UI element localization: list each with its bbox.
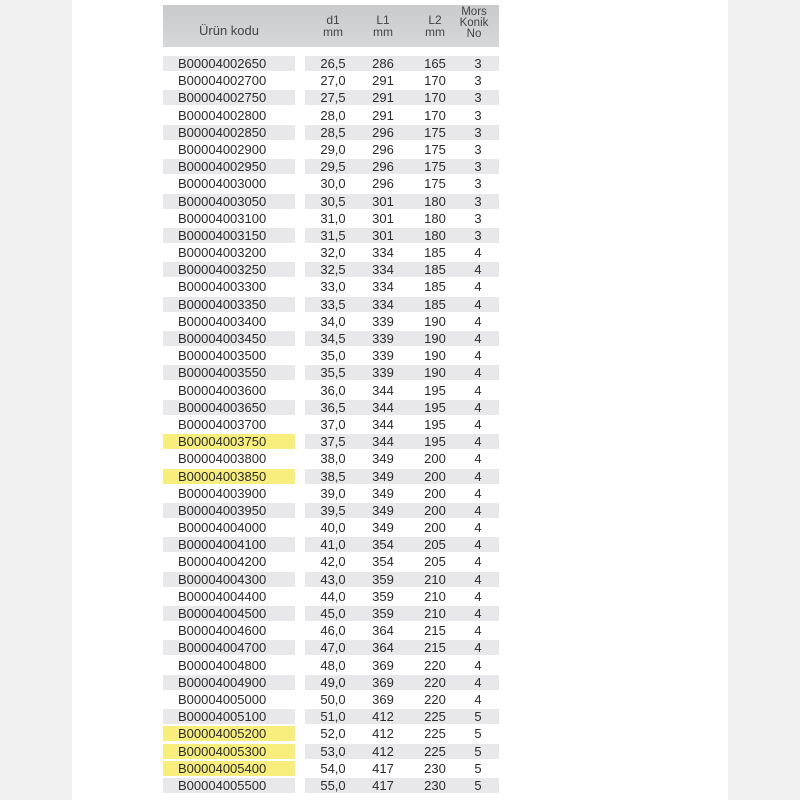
cell-mors: 4 <box>474 520 482 536</box>
cell-mors: 4 <box>474 313 482 329</box>
cell-product-code: B00004003700 <box>163 417 295 432</box>
cell-product-code: B00004003400 <box>163 314 295 329</box>
header-l1-unit: mm <box>373 25 393 39</box>
cell-l2: 210 <box>424 571 446 587</box>
cell-mors: 4 <box>474 279 482 295</box>
cell-d1: 32,5 <box>320 262 346 278</box>
cell-product-code: B00004005200 <box>163 726 295 741</box>
table-row <box>163 589 499 606</box>
cell-l1: 301 <box>372 210 394 226</box>
cell-d1: 55,0 <box>320 777 346 793</box>
cell-l2: 200 <box>424 502 446 518</box>
cell-l1: 291 <box>372 73 394 89</box>
cell-l2: 185 <box>424 279 446 295</box>
cell-d1: 28,5 <box>320 124 346 140</box>
table-row <box>163 572 499 589</box>
header-mors-line1: Mors <box>461 6 487 18</box>
cell-l2: 230 <box>424 777 446 793</box>
cell-mors: 5 <box>474 743 482 759</box>
cell-l1: 334 <box>372 245 394 261</box>
cell-l1: 349 <box>372 502 394 518</box>
table-row <box>163 108 499 125</box>
cell-mors: 3 <box>474 141 482 157</box>
cell-mors: 3 <box>474 56 482 71</box>
table-row <box>163 469 499 486</box>
product-table <box>163 5 499 793</box>
cell-d1: 36,5 <box>320 399 346 415</box>
cell-l1: 334 <box>372 279 394 295</box>
table-row <box>163 56 499 73</box>
cell-mors: 4 <box>474 640 482 656</box>
cell-product-code: B00004005100 <box>163 709 295 724</box>
cell-product-code: B00004002650 <box>163 56 295 71</box>
cell-l1: 339 <box>372 348 394 364</box>
cell-mors: 4 <box>474 691 482 707</box>
cell-l2: 210 <box>424 606 446 621</box>
header-d1 <box>313 14 353 38</box>
cell-d1: 34,0 <box>320 313 346 329</box>
cell-d1: 49,0 <box>320 674 346 690</box>
cell-d1: 31,0 <box>320 210 346 226</box>
cell-product-code: B00004004800 <box>163 658 295 673</box>
table-row <box>163 486 499 503</box>
cell-l2: 220 <box>424 657 446 673</box>
table-row <box>163 606 499 623</box>
cell-l1: 349 <box>372 451 394 467</box>
table-row <box>163 331 499 348</box>
cell-mors: 4 <box>474 674 482 690</box>
cell-l2: 190 <box>424 348 446 364</box>
header-l2-unit: mm <box>425 25 445 39</box>
cell-product-code: B00004003150 <box>163 228 295 243</box>
header-l1-label: L1 <box>376 13 390 27</box>
cell-d1: 37,5 <box>320 434 346 450</box>
cell-l1: 412 <box>372 726 394 742</box>
cell-l2: 215 <box>424 623 446 639</box>
table-row <box>163 228 499 245</box>
cell-product-code: B00004004100 <box>163 537 295 552</box>
cell-product-code: B00004004700 <box>163 640 295 655</box>
cell-d1: 29,5 <box>320 159 346 175</box>
header-d1-label: d1 <box>326 13 340 27</box>
cell-product-code: B00004005400 <box>163 761 295 776</box>
cell-l1: 359 <box>372 571 394 587</box>
cell-l2: 195 <box>424 399 446 415</box>
cell-d1: 41,0 <box>320 537 346 553</box>
cell-l1: 339 <box>372 313 394 329</box>
table-row <box>163 658 499 675</box>
cell-l2: 205 <box>424 537 446 553</box>
cell-l2: 175 <box>424 159 446 175</box>
header-d1-unit: mm <box>323 25 343 39</box>
cell-mors: 4 <box>474 416 482 432</box>
table-row <box>163 383 499 400</box>
table-row <box>163 365 499 382</box>
table-row <box>163 159 499 176</box>
cell-l2: 190 <box>424 313 446 329</box>
cell-d1: 29,0 <box>320 141 346 157</box>
cell-d1: 37,0 <box>320 416 346 432</box>
cell-mors: 3 <box>474 107 482 123</box>
table-row <box>163 90 499 107</box>
header-mors-line2: Konik <box>459 17 489 29</box>
table-row <box>163 537 499 554</box>
cell-l2: 200 <box>424 451 446 467</box>
cell-l2: 225 <box>424 743 446 759</box>
cell-mors: 4 <box>474 451 482 467</box>
cell-l2: 195 <box>424 382 446 398</box>
cell-mors: 5 <box>474 726 482 742</box>
cell-l2: 225 <box>424 709 446 725</box>
cell-l1: 344 <box>372 416 394 432</box>
cell-l2: 175 <box>424 141 446 157</box>
table-row <box>163 142 499 159</box>
cell-l1: 301 <box>372 193 394 209</box>
cell-l2: 200 <box>424 520 446 536</box>
table-row <box>163 279 499 296</box>
cell-d1: 43,0 <box>320 571 346 587</box>
cell-l2: 170 <box>424 90 446 106</box>
cell-d1: 30,0 <box>320 176 346 192</box>
cell-l2: 225 <box>424 726 446 742</box>
cell-mors: 4 <box>474 606 482 621</box>
cell-mors: 3 <box>474 227 482 243</box>
cell-l1: 369 <box>372 657 394 673</box>
cell-d1: 39,0 <box>320 485 346 501</box>
cell-mors: 4 <box>474 382 482 398</box>
table-body <box>163 56 499 795</box>
cell-mors: 3 <box>474 176 482 192</box>
cell-l1: 339 <box>372 331 394 346</box>
cell-l1: 359 <box>372 588 394 604</box>
table-row <box>163 262 499 279</box>
cell-mors: 4 <box>474 588 482 604</box>
cell-d1: 33,0 <box>320 279 346 295</box>
cell-d1: 34,5 <box>320 331 346 346</box>
cell-l2: 185 <box>424 245 446 261</box>
cell-l1: 364 <box>372 623 394 639</box>
cell-l2: 220 <box>424 674 446 690</box>
header-mors-line3: No <box>466 28 482 40</box>
cell-l1: 339 <box>372 365 394 381</box>
cell-l1: 369 <box>372 691 394 707</box>
table-row <box>163 709 499 726</box>
cell-mors: 4 <box>474 331 482 346</box>
cell-mors: 3 <box>474 73 482 89</box>
cell-mors: 4 <box>474 399 482 415</box>
cell-product-code: B00004003100 <box>163 211 295 226</box>
cell-l1: 412 <box>372 743 394 759</box>
table-row <box>163 211 499 228</box>
cell-d1: 30,5 <box>320 193 346 209</box>
cell-product-code: B00004003300 <box>163 279 295 294</box>
cell-d1: 40,0 <box>320 520 346 536</box>
header-product-code: Ürün kodu <box>199 23 259 38</box>
cell-l2: 220 <box>424 691 446 707</box>
cell-l2: 180 <box>424 193 446 209</box>
cell-d1: 31,5 <box>320 227 346 243</box>
cell-d1: 50,0 <box>320 691 346 707</box>
cell-product-code: B00004002850 <box>163 125 295 140</box>
cell-l1: 296 <box>372 141 394 157</box>
cell-l2: 175 <box>424 124 446 140</box>
table-row <box>163 400 499 417</box>
table-row <box>163 125 499 142</box>
cell-l2: 230 <box>424 760 446 776</box>
table-row <box>163 176 499 193</box>
cell-l1: 417 <box>372 760 394 776</box>
table-row <box>163 778 499 795</box>
table-row <box>163 194 499 211</box>
table-row <box>163 73 499 90</box>
cell-mors: 4 <box>474 571 482 587</box>
cell-mors: 4 <box>474 262 482 278</box>
cell-d1: 54,0 <box>320 760 346 776</box>
header-l2-label: L2 <box>428 13 442 27</box>
table-header <box>163 5 499 47</box>
cell-d1: 36,0 <box>320 382 346 398</box>
cell-l1: 349 <box>372 485 394 501</box>
table-row <box>163 640 499 657</box>
cell-product-code: B00004003200 <box>163 245 295 260</box>
cell-l1: 296 <box>372 159 394 175</box>
table-row <box>163 503 499 520</box>
cell-l1: 296 <box>372 176 394 192</box>
cell-mors: 4 <box>474 502 482 518</box>
cell-l1: 354 <box>372 554 394 570</box>
cell-d1: 35,5 <box>320 365 346 381</box>
cell-l2: 210 <box>424 588 446 604</box>
cell-d1: 35,0 <box>320 348 346 364</box>
cell-l1: 364 <box>372 640 394 656</box>
cell-product-code: B00004003750 <box>163 434 295 449</box>
cell-d1: 27,5 <box>320 90 346 106</box>
cell-product-code: B00004002950 <box>163 159 295 174</box>
cell-product-code: B00004004000 <box>163 520 295 535</box>
table-row <box>163 623 499 640</box>
cell-l1: 296 <box>372 124 394 140</box>
cell-d1: 33,5 <box>320 296 346 312</box>
cell-product-code: B00004003650 <box>163 400 295 415</box>
cell-l2: 200 <box>424 485 446 501</box>
cell-mors: 4 <box>474 434 482 450</box>
cell-product-code: B00004003250 <box>163 262 295 277</box>
cell-l1: 344 <box>372 399 394 415</box>
cell-product-code: B00004004500 <box>163 606 295 621</box>
cell-product-code: B00004003600 <box>163 383 295 398</box>
cell-l2: 195 <box>424 434 446 450</box>
cell-l2: 190 <box>424 331 446 346</box>
cell-product-code: B00004002900 <box>163 142 295 157</box>
cell-l1: 412 <box>372 709 394 725</box>
cell-d1: 38,0 <box>320 451 346 467</box>
cell-mors: 3 <box>474 124 482 140</box>
header-l1 <box>363 14 403 38</box>
cell-product-code: B00004003800 <box>163 451 295 466</box>
cell-product-code: B00004005000 <box>163 692 295 707</box>
cell-l2: 170 <box>424 107 446 123</box>
table-row <box>163 417 499 434</box>
cell-l2: 180 <box>424 227 446 243</box>
cell-product-code: B00004002800 <box>163 108 295 123</box>
cell-product-code: B00004004400 <box>163 589 295 604</box>
cell-d1: 53,0 <box>320 743 346 759</box>
cell-d1: 26,5 <box>320 56 346 71</box>
cell-product-code: B00004003900 <box>163 486 295 501</box>
table-row <box>163 554 499 571</box>
cell-l2: 165 <box>424 56 446 71</box>
cell-l1: 286 <box>372 56 394 71</box>
cell-l1: 359 <box>372 606 394 621</box>
cell-product-code: B00004002750 <box>163 90 295 105</box>
cell-mors: 5 <box>474 760 482 776</box>
cell-mors: 3 <box>474 210 482 226</box>
cell-l1: 291 <box>372 90 394 106</box>
cell-product-code: B00004003500 <box>163 348 295 363</box>
cell-product-code: B00004003950 <box>163 503 295 518</box>
cell-l1: 344 <box>372 434 394 450</box>
cell-product-code: B00004004600 <box>163 623 295 638</box>
table-row <box>163 297 499 314</box>
cell-l1: 334 <box>372 296 394 312</box>
cell-l2: 205 <box>424 554 446 570</box>
table-row <box>163 314 499 331</box>
cell-d1: 42,0 <box>320 554 346 570</box>
cell-product-code: B00004005300 <box>163 744 295 759</box>
cell-mors: 3 <box>474 159 482 175</box>
cell-l1: 291 <box>372 107 394 123</box>
cell-l1: 354 <box>372 537 394 553</box>
cell-d1: 45,0 <box>320 606 346 621</box>
cell-mors: 4 <box>474 296 482 312</box>
table-row <box>163 692 499 709</box>
cell-product-code: B00004002700 <box>163 73 295 88</box>
cell-l2: 170 <box>424 73 446 89</box>
cell-l2: 200 <box>424 468 446 484</box>
cell-product-code: B00004004900 <box>163 675 295 690</box>
cell-mors: 5 <box>474 777 482 793</box>
cell-mors: 3 <box>474 193 482 209</box>
cell-l2: 180 <box>424 210 446 226</box>
cell-mors: 3 <box>474 90 482 106</box>
cell-l2: 215 <box>424 640 446 656</box>
cell-l1: 301 <box>372 227 394 243</box>
cell-mors: 4 <box>474 245 482 261</box>
cell-product-code: B00004004300 <box>163 572 295 587</box>
cell-mors: 4 <box>474 657 482 673</box>
cell-mors: 4 <box>474 537 482 553</box>
cell-l1: 417 <box>372 777 394 793</box>
table-row <box>163 451 499 468</box>
cell-mors: 5 <box>474 709 482 725</box>
cell-product-code: B00004003550 <box>163 365 295 380</box>
cell-l1: 349 <box>372 468 394 484</box>
cell-d1: 47,0 <box>320 640 346 656</box>
cell-mors: 4 <box>474 348 482 364</box>
cell-product-code: B00004003450 <box>163 331 295 346</box>
cell-d1: 38,5 <box>320 468 346 484</box>
document-page <box>72 0 728 800</box>
cell-d1: 48,0 <box>320 657 346 673</box>
cell-l2: 195 <box>424 416 446 432</box>
cell-mors: 4 <box>474 623 482 639</box>
header-l2 <box>415 14 455 38</box>
header-mors <box>451 7 497 40</box>
table-row <box>163 520 499 537</box>
cell-l2: 190 <box>424 365 446 381</box>
cell-product-code: B00004003000 <box>163 176 295 191</box>
cell-d1: 51,0 <box>320 709 346 725</box>
cell-l1: 344 <box>372 382 394 398</box>
cell-mors: 4 <box>474 485 482 501</box>
cell-l2: 175 <box>424 176 446 192</box>
cell-l2: 185 <box>424 262 446 278</box>
cell-product-code: B00004004200 <box>163 554 295 569</box>
cell-l1: 369 <box>372 674 394 690</box>
cell-d1: 39,5 <box>320 502 346 518</box>
cell-product-code: B00004003350 <box>163 297 295 312</box>
cell-product-code: B00004003850 <box>163 469 295 484</box>
table-row <box>163 726 499 743</box>
cell-product-code: B00004003050 <box>163 194 295 209</box>
cell-d1: 28,0 <box>320 107 346 123</box>
cell-d1: 52,0 <box>320 726 346 742</box>
cell-d1: 32,0 <box>320 245 346 261</box>
table-row <box>163 761 499 778</box>
cell-l1: 349 <box>372 520 394 536</box>
cell-mors: 4 <box>474 365 482 381</box>
cell-mors: 4 <box>474 554 482 570</box>
cell-d1: 46,0 <box>320 623 346 639</box>
table-row <box>163 744 499 761</box>
table-row <box>163 245 499 262</box>
cell-d1: 44,0 <box>320 588 346 604</box>
cell-l2: 185 <box>424 296 446 312</box>
cell-product-code: B00004005500 <box>163 778 295 793</box>
table-row <box>163 675 499 692</box>
cell-l1: 334 <box>372 262 394 278</box>
cell-mors: 4 <box>474 468 482 484</box>
table-row <box>163 348 499 365</box>
table-row <box>163 434 499 451</box>
cell-d1: 27,0 <box>320 73 346 89</box>
